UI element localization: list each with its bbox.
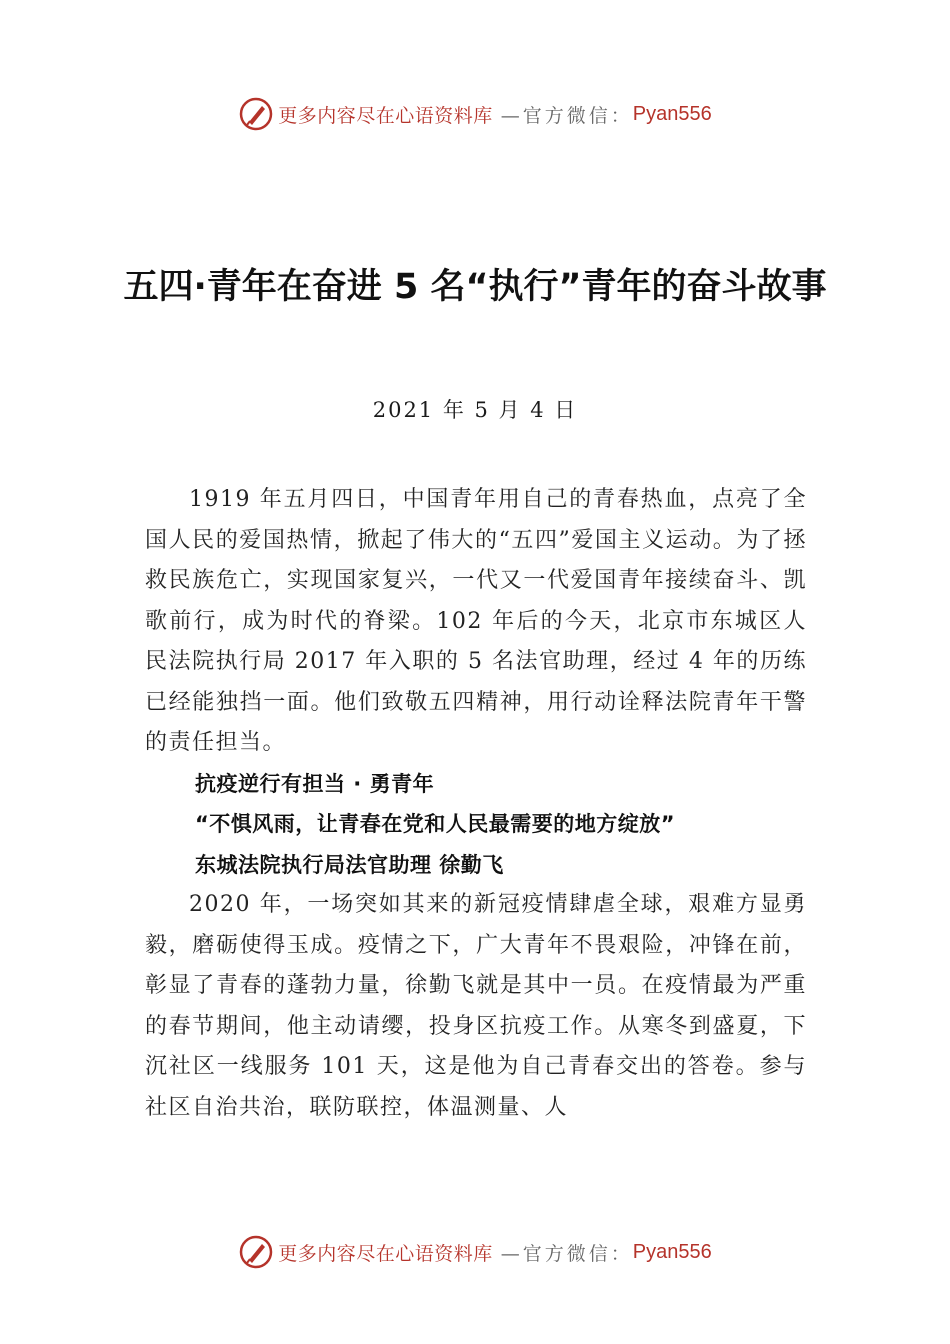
section-paragraph: 2020 年，一场突如其来的新冠疫情肆虐全球，艰难方显勇毅，磨砺使得玉成。疫情之下，广大青年不畏艰险，冲锋在前，彰显了青春的蓬勃力量，徐勤飞就是其中一员。在疫情最为严重的春节期间，他主动请缨，投身区抗疫工作。从寒冬到盛夏，下沉社区一线服务 101 天，这是他为自己青春交出的答卷。参与社区自治共治，联防联控，体温测量、人 [145, 892, 807, 1120]
article-body [145, 480, 807, 1128]
intro-paragraph: 1919 年五月四日，中国青年用自己的青春热血，点亮了全国人民的爱国热情，掀起了伟大的“五四”爱国主义运动。为了拯救民族危亡，实现国家复兴，一代又一代爱国青年接续奋斗、凯歌前行，成为时代的脊梁。102 年后的今天，北京市东城区人民法院执行局 2017 年入职的 5 名法官助理，经过 4 年的历练已经能独挡一面。他们致敬五四精神，用行动诠释法院青年干警的责任担当。 [145, 487, 807, 755]
pen-seal-logo-icon [238, 96, 274, 132]
article-title: 五四·青年在奋进 5 名“执行”青年的奋斗故事 [123, 267, 827, 307]
watermark-wechat-id: Pyan556 [632, 102, 712, 125]
watermark-separator: —官方微信： [500, 104, 633, 127]
watermark-wechat-id: Pyan556 [632, 1240, 712, 1263]
section-person: 东城法院执行局法官助理 徐勤飞 [195, 852, 504, 877]
section-heading: 抗疫逆行有担当 · 勇青年 [195, 771, 435, 796]
section-quote: “不惧风雨，让青春在党和人民最需要的地方绽放” [195, 812, 676, 836]
watermark-separator: —官方微信： [500, 1242, 633, 1265]
article-date: 2021 年 5 月 4 日 [372, 398, 578, 422]
watermark-brand: 更多内容尽在心语资料库 [278, 104, 493, 127]
watermark-header [0, 94, 950, 134]
pen-seal-logo-icon [238, 1234, 274, 1270]
watermark-footer [0, 1232, 950, 1272]
watermark-brand: 更多内容尽在心语资料库 [278, 1242, 493, 1265]
